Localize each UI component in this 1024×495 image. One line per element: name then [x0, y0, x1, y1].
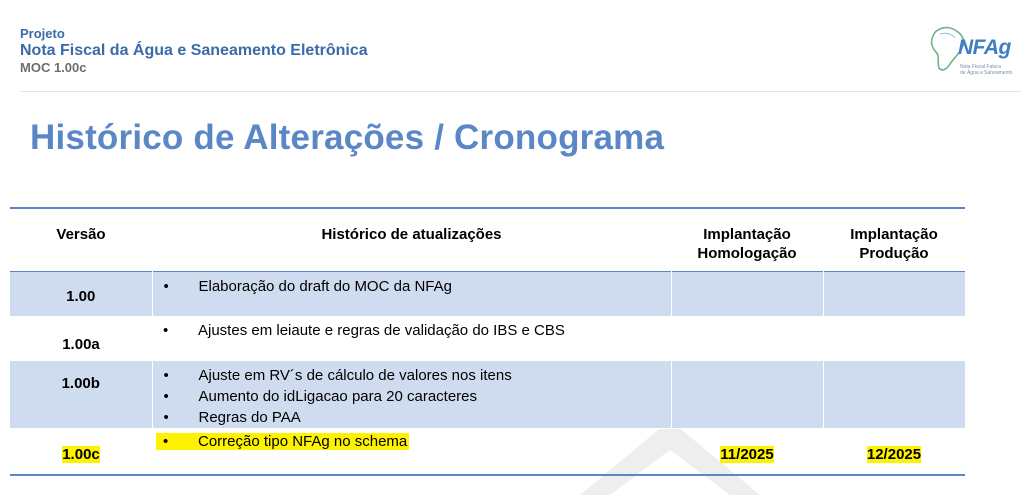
list-item: • Regras do PAA	[199, 407, 671, 428]
list-item	[198, 431, 671, 452]
highlighted-item: Correção tipo NFAg no schema	[156, 433, 409, 450]
homologacao-date: 11/2025	[720, 445, 774, 463]
producao-date: 12/2025	[866, 445, 922, 463]
version-cell: 1.00	[10, 272, 152, 317]
version-cell: 1.00b	[10, 361, 152, 429]
table-header-row	[10, 208, 965, 272]
logo-subtitle	[960, 64, 1013, 76]
header-producao	[823, 208, 965, 272]
revision-history-table	[10, 207, 965, 476]
header-versao: Versão	[56, 226, 106, 243]
table-row	[10, 361, 965, 429]
list-item: • Ajustes em leiaute e regras de validação do IBS e CBS	[198, 320, 671, 341]
history-cell	[152, 361, 671, 429]
producao-cell	[823, 429, 965, 475]
page-title: Histórico de Alterações / Cronograma	[30, 118, 665, 157]
header-divider	[20, 91, 1021, 92]
revision-history-table-wrapper	[10, 207, 965, 476]
producao-cell	[823, 272, 965, 317]
history-list	[153, 276, 671, 297]
list-item: • Aumento do idLigacao para 20 caracteres	[199, 386, 671, 407]
header-producao-line1: Implantação	[850, 226, 938, 243]
producao-cell	[823, 361, 965, 429]
logo-subtitle-line1: Nota Fiscal Fatura	[960, 64, 1001, 70]
header-producao-line2: Produção	[859, 245, 929, 262]
header-project-label: Projeto	[20, 26, 65, 41]
history-list	[152, 431, 671, 452]
history-cell	[152, 429, 671, 475]
table-row	[10, 429, 965, 475]
producao-cell	[823, 317, 965, 361]
document-header	[20, 26, 368, 75]
history-list	[152, 320, 671, 341]
table-row	[10, 272, 965, 317]
version-cell: 1.00a	[62, 336, 100, 353]
history-cell	[152, 272, 671, 317]
homologacao-cell	[671, 429, 823, 475]
table-row	[10, 317, 965, 361]
header-project-name: Nota Fiscal da Água e Saneamento Eletrônica	[20, 42, 368, 59]
list-item: • Elaboração do draft do MOC da NFAg	[199, 276, 671, 297]
history-cell	[152, 317, 671, 361]
homologacao-cell	[671, 361, 823, 429]
logo-subtitle-line2: de Água e Saneamento	[960, 70, 1013, 76]
header-homologacao	[671, 208, 823, 272]
header-homologacao-line2: Homologação	[697, 245, 797, 262]
header-homologacao-line1: Implantação	[703, 226, 791, 243]
version-highlight: 1.00c	[62, 445, 100, 463]
homologacao-cell	[671, 272, 823, 317]
header-historico: Histórico de atualizações	[321, 226, 502, 243]
logo-text: NFAg	[958, 36, 1011, 59]
version-cell	[10, 429, 152, 475]
homologacao-cell	[671, 317, 823, 361]
header-version: MOC 1.00c	[20, 60, 87, 75]
history-list	[153, 365, 671, 428]
nfag-logo	[928, 24, 1014, 80]
list-item: • Ajuste em RV´s de cálculo de valores nos itens	[199, 365, 671, 386]
